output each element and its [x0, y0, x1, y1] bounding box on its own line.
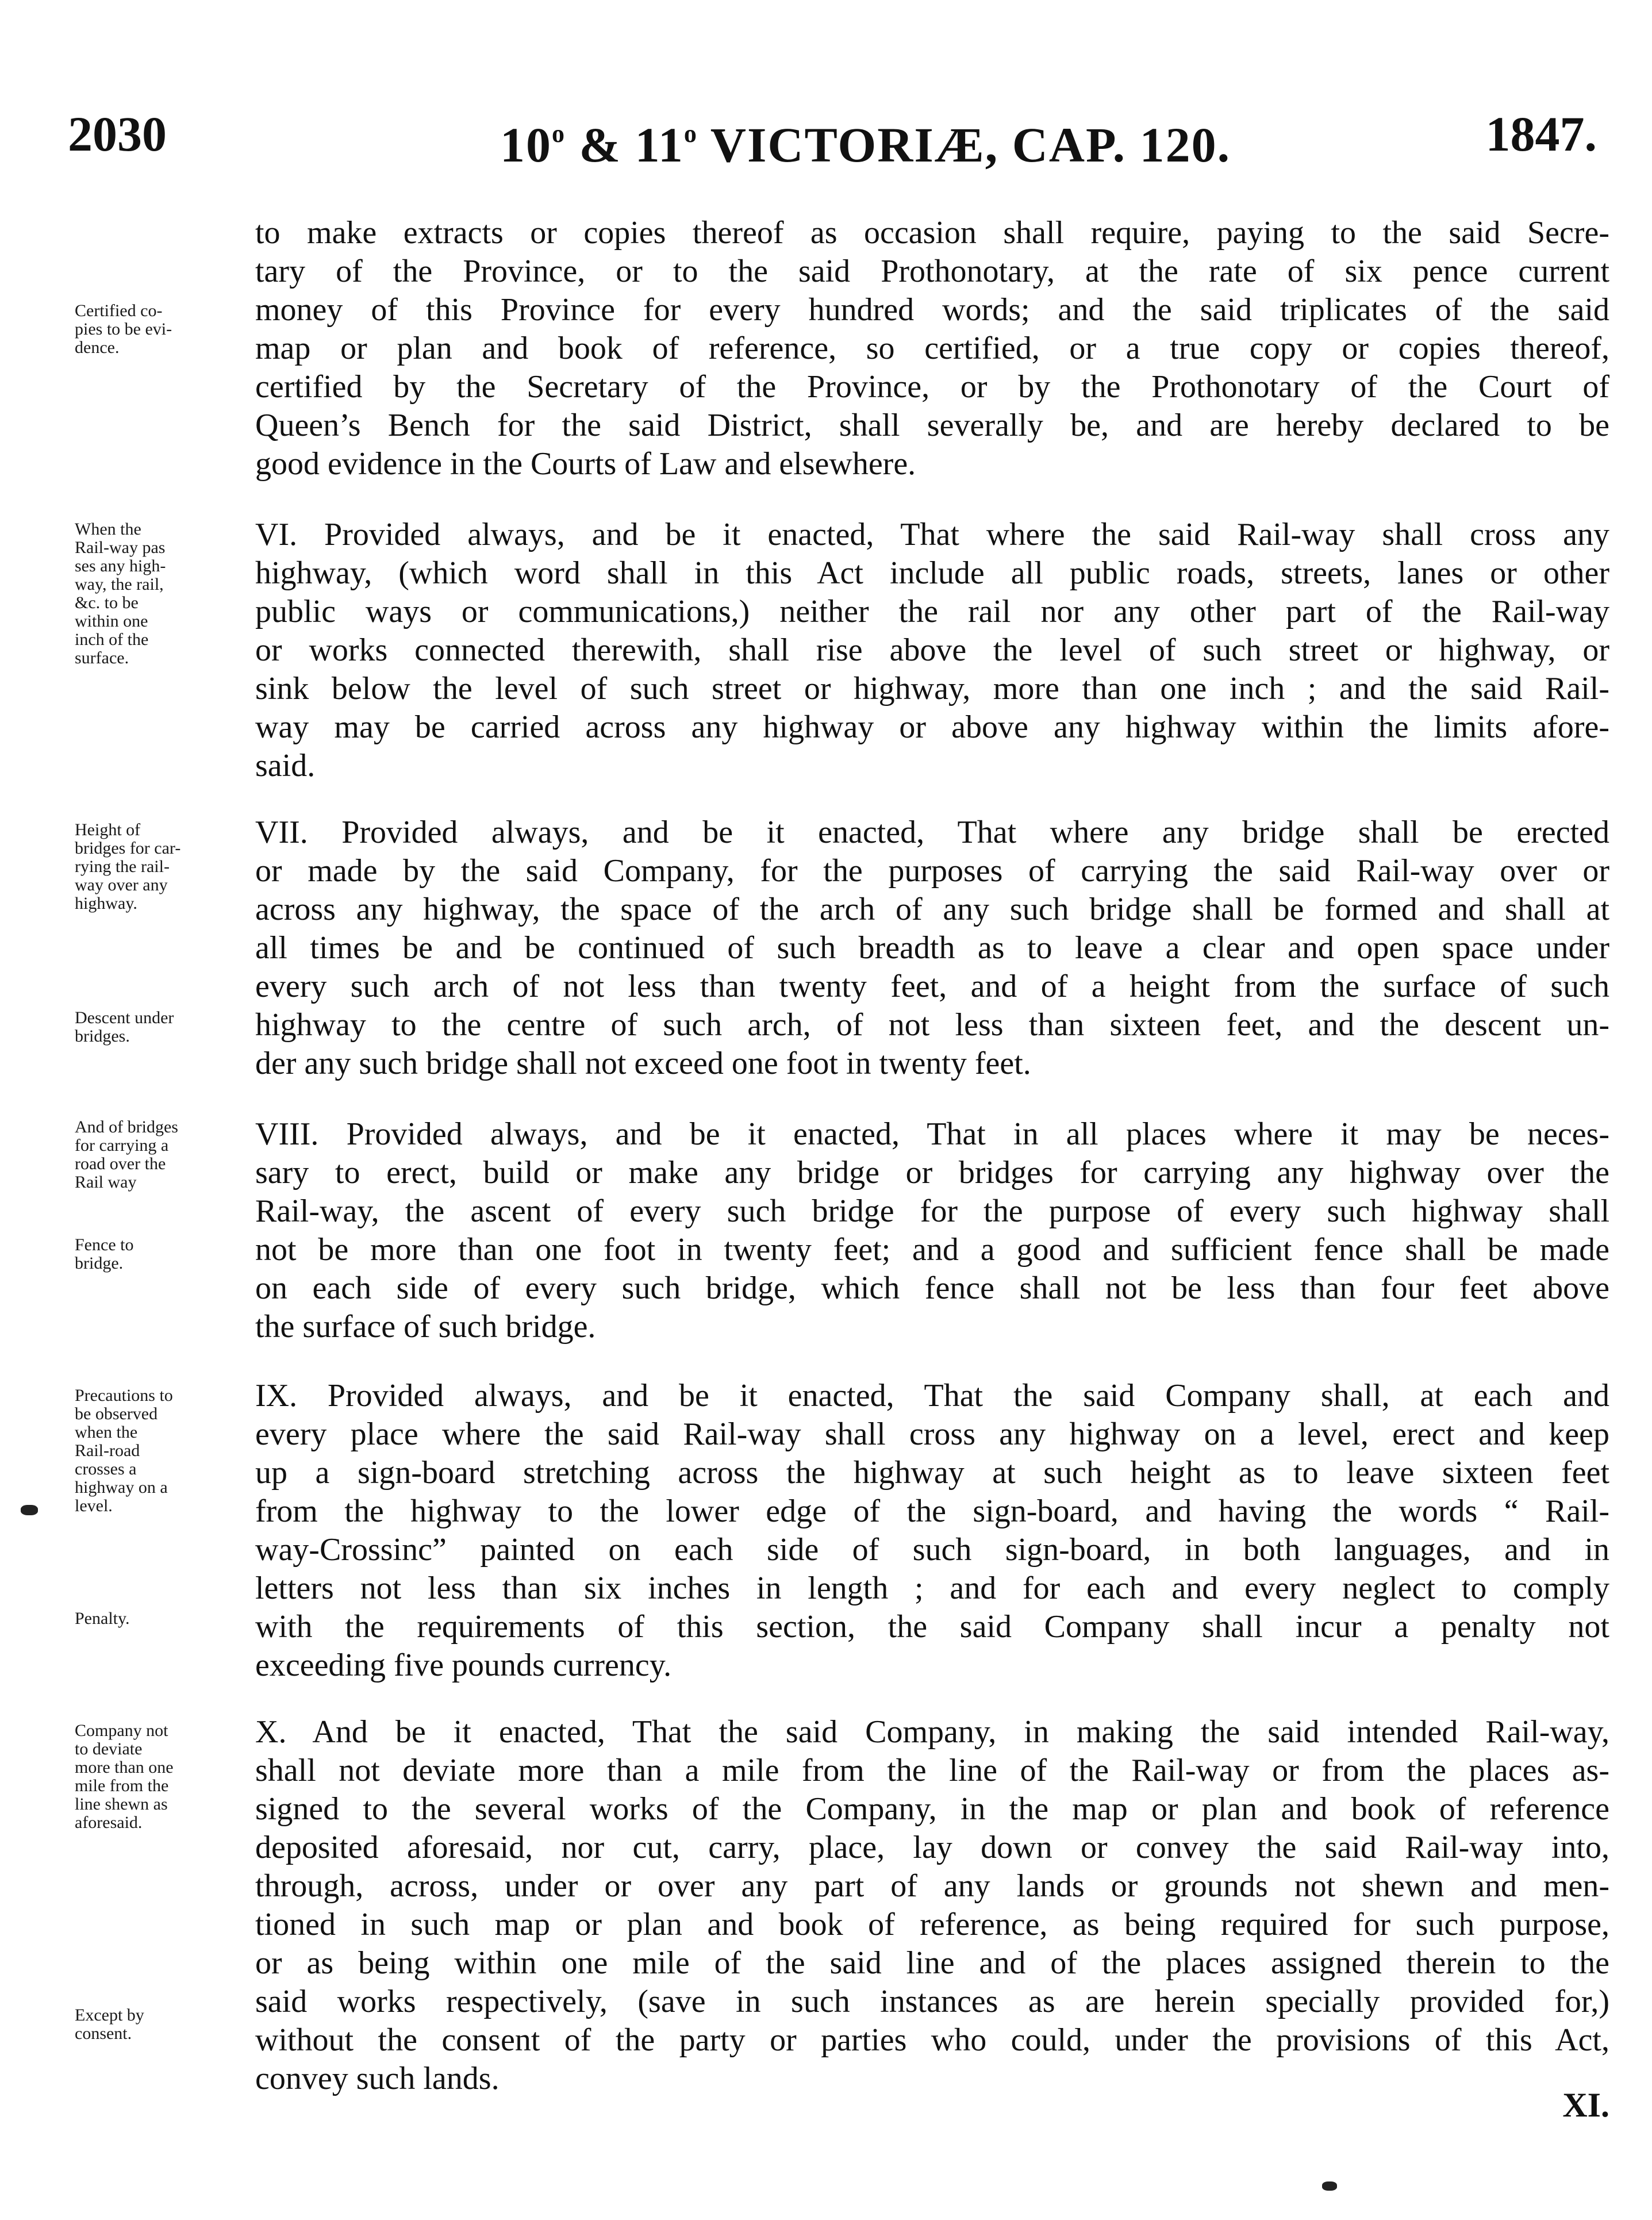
margin-note-line: level.: [75, 1496, 113, 1515]
margin-note-line: when the: [75, 1423, 138, 1442]
text-line: tary of the Province, or to the said Prothonotary, at the rate of six pence current: [255, 254, 1609, 289]
text-line: public ways or communications,) neither the rail nor any other part of the Rail-way: [255, 594, 1609, 629]
margin-note-line: surface.: [75, 648, 129, 667]
margin-note-line: for carrying a: [75, 1136, 169, 1155]
catchword: XI.: [1562, 2086, 1609, 2124]
text-line: IX. Provided always, and be it enacted, That the said Company shall, at each and: [255, 1378, 1609, 1414]
text-line: Rail-way, the ascent of every such bridge for the purpose of every such highway shall: [255, 1193, 1609, 1229]
margin-note-line: Precautions to: [75, 1386, 173, 1405]
text-line: VII. Provided always, and be it enacted, That where any bridge shall be erected: [255, 815, 1609, 850]
margin-note-line: And of bridges: [75, 1117, 178, 1136]
text-line: VIII. Provided always, and be it enacted, That in all places where it may be neces-: [255, 1116, 1609, 1152]
section-ix: [255, 1377, 1609, 1685]
margin-note-line: mile from the: [75, 1776, 169, 1795]
text-line: on each side of every such bridge, which fence shall not be less than four feet above: [255, 1270, 1609, 1306]
section-vi: [255, 516, 1609, 785]
margin-note-line: dence.: [75, 338, 120, 357]
margin-note-line: consent.: [75, 2024, 132, 2043]
margin-note-precautions: [75, 1386, 247, 1515]
text-line: certified by the Secretary of the Province, or by the Prothonotary of the Court of: [255, 369, 1609, 405]
text-line: signed to the several works of the Company, in the map or plan and book of reference: [255, 1791, 1609, 1827]
header-year: 1847.: [1485, 106, 1597, 162]
page-number: 2030: [68, 106, 167, 162]
margin-note-line: way, the rail,: [75, 575, 164, 594]
text-line: or as being within one mile of the said line and of the places assigned therein to the: [255, 1945, 1609, 1981]
margin-note-line: way over any: [75, 875, 168, 894]
paragraph-continued: [255, 214, 1609, 483]
ink-speck: [1322, 2181, 1337, 2191]
text-line: money of this Province for every hundred words; and the said triplicates of the said: [255, 292, 1609, 328]
text-line: to make extracts or copies thereof as occasion shall require, paying to the said Secre-: [255, 215, 1609, 251]
margin-note-line: When the: [75, 520, 141, 539]
text-line: letters not less than six inches in length ; and for each and every neglect to comply: [255, 1570, 1609, 1606]
margin-note-certified: [75, 302, 247, 357]
ink-speck: [21, 1505, 38, 1515]
text-line: tioned in such map or plan and book of reference, as being required for such purpose,: [255, 1907, 1609, 1942]
text-line: X. And be it enacted, That the said Company, in making the said intended Rail-way,: [255, 1714, 1609, 1750]
text-line: sary to erect, build or make any bridge or bridges for carrying any highway over the: [255, 1155, 1609, 1190]
margin-note-line: bridge.: [75, 1254, 124, 1273]
text-line: said works respectively, (save in such instances as are herein specially provided for,): [255, 1984, 1609, 2019]
margin-note-fence: [75, 1236, 247, 1273]
margin-note-line: to deviate: [75, 1739, 143, 1758]
text-line: highway to the centre of such arch, of not less than sixteen feet, and the descent un-: [255, 1007, 1609, 1043]
text-line: shall not deviate more than a mile from the line of the Rail-way or from the places as-: [255, 1753, 1609, 1788]
margin-note-line: pies to be evi-: [75, 320, 172, 339]
text-line: Queen’s Bench for the said District, shall severally be, and are hereby declared to be: [255, 408, 1609, 443]
margin-note-line: crosses a: [75, 1459, 137, 1478]
margin-note-line: highway on a: [75, 1478, 168, 1497]
text-line: every place where the said Rail-way shall cross any highway on a level, erect and keep: [255, 1416, 1609, 1452]
text-line: deposited aforesaid, nor cut, carry, place, lay down or convey the said Rail-way into,: [255, 1830, 1609, 1865]
margin-note-line: Penalty.: [75, 1609, 130, 1628]
margin-note-line: aforesaid.: [75, 1813, 143, 1832]
text-line: through, across, under or over any part of any lands or grounds not shewn and men-: [255, 1868, 1609, 1904]
text-line: VI. Provided always, and be it enacted, That where the said Rail-way shall cross any: [255, 517, 1609, 552]
margin-note-line: ses any high-: [75, 556, 166, 575]
act-title-part: VICTORIÆ, CAP. 120.: [697, 117, 1231, 172]
text-line: every such arch of not less than twenty feet, and of a height from the surface of such: [255, 969, 1609, 1004]
running-header: [68, 102, 1597, 172]
text-line: up a sign-board stretching across the highway at such height as to leave sixteen feet: [255, 1455, 1609, 1491]
margin-note-line: Descent under: [75, 1008, 174, 1027]
margin-note-line: Height of: [75, 820, 141, 839]
margin-note-line: Rail-way pas: [75, 538, 166, 557]
margin-note-line: Rail way: [75, 1173, 137, 1192]
margin-note-line: within one: [75, 612, 148, 631]
margin-note-line: highway.: [75, 894, 137, 913]
act-title-sup: o: [683, 120, 698, 148]
margin-note-line: bridges.: [75, 1027, 130, 1046]
margin-note-line: Fence to: [75, 1235, 134, 1254]
margin-note-line: road over the: [75, 1154, 166, 1173]
text-line: way-Crossinc” painted on each side of such sign-board, in both languages, and in: [255, 1532, 1609, 1568]
section-x: [255, 1713, 1609, 2098]
act-title: [500, 102, 1231, 176]
section-viii: [255, 1115, 1609, 1346]
margin-note-line: Rail-road: [75, 1441, 140, 1460]
text-line: or works connected therewith, shall rise above the level of such street or highway, or: [255, 632, 1609, 668]
text-line: sink below the level of such street or highway, more than one inch ; and the said Rail-: [255, 671, 1609, 706]
margin-note-line: inch of the: [75, 630, 149, 649]
margin-note-height-of-bridges: [75, 821, 247, 913]
text-line: convey such lands.: [255, 2061, 500, 2096]
margin-note-line: Certified co-: [75, 301, 163, 320]
act-title-part: & 11: [566, 117, 684, 172]
margin-note-except: [75, 2006, 247, 2043]
margin-note-penalty: [75, 1610, 247, 1628]
text-line: der any such bridge shall not exceed one foot in twenty feet.: [255, 1046, 1031, 1081]
text-line: not be more than one foot in twenty feet; and a good and sufficient fence shall be made: [255, 1232, 1609, 1268]
text-line: or made by the said Company, for the purposes of carrying the said Rail-way over or: [255, 853, 1609, 889]
text-line: said.: [255, 748, 316, 783]
act-title-sup: o: [552, 120, 566, 148]
text-line: exceeding five pounds currency.: [255, 1647, 672, 1683]
margin-note-descent: [75, 1009, 247, 1046]
margin-note-line: bridges for car-: [75, 839, 181, 858]
text-line: across any highway, the space of the arch of any such bridge shall be formed and shall at: [255, 892, 1609, 927]
text-line: all times be and be continued of such breadth as to leave a clear and open space under: [255, 930, 1609, 966]
margin-note-bridges-road: [75, 1118, 247, 1192]
text-line: the surface of such bridge.: [255, 1309, 596, 1345]
text-line: from the highway to the lower edge of the sign-board, and having the words “ Rail-: [255, 1493, 1609, 1529]
text-line: map or plan and book of reference, so certified, or a true copy or copies thereof,: [255, 331, 1609, 366]
margin-note-line: &c. to be: [75, 593, 139, 612]
margin-note-line: be observed: [75, 1404, 158, 1423]
margin-note-line: line shewn as: [75, 1795, 168, 1814]
margin-note-line: Except by: [75, 2006, 144, 2025]
margin-note-line: more than one: [75, 1758, 174, 1777]
margin-note-when-railway-passes: [75, 520, 247, 667]
act-title-part: 10: [500, 117, 552, 172]
text-line: without the consent of the party or parties who could, under the provisions of this Act,: [255, 2022, 1609, 2058]
text-line: good evidence in the Courts of Law and elsewhere.: [255, 446, 916, 482]
margin-note-line: Company not: [75, 1721, 168, 1740]
text-line: with the requirements of this section, the said Company shall incur a penalty not: [255, 1609, 1609, 1645]
text-line: highway, (which word shall in this Act include all public roads, streets, lanes or other: [255, 555, 1609, 591]
text-line: way may be carried across any highway or above any highway within the limits afore-: [255, 709, 1609, 745]
section-vii: [255, 813, 1609, 1083]
margin-note-company-not-deviate: [75, 1722, 247, 1832]
margin-note-line: rying the rail-: [75, 857, 170, 876]
